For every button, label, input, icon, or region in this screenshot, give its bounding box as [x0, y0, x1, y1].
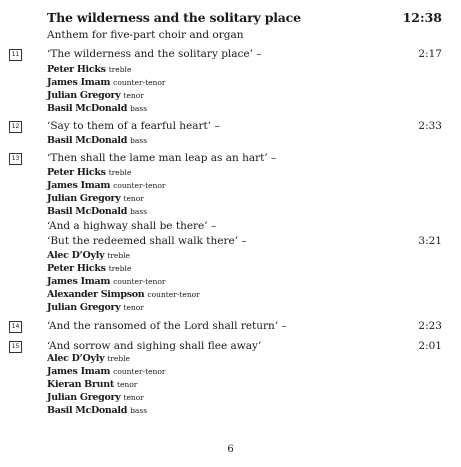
performer-name: Basil McDonald [47, 103, 128, 114]
work-title: The wilderness and the solitary place [47, 10, 301, 25]
track-duration: 3:21 [418, 235, 442, 247]
track-number-box: 15 [9, 341, 22, 353]
performer [47, 366, 165, 377]
performer [47, 90, 144, 101]
track-heading: ‘And sorrow and sighing shall flee away’ [47, 340, 262, 352]
work-duration: 12:38 [402, 10, 442, 25]
performer-voice: bass [130, 136, 148, 145]
performer-name: Julian Gregory [47, 302, 121, 313]
performer-voice: treble [108, 264, 132, 273]
track-number-box: 13 [9, 153, 22, 165]
track-heading: ‘And the ransomed of the Lord shall return’ – [47, 320, 287, 332]
track-heading: ‘Say to them of a fearful heart’ – [47, 120, 220, 132]
performer [47, 353, 130, 364]
performer-name: Basil McDonald [47, 405, 128, 416]
performer-name: James Imam [47, 276, 111, 287]
performer [47, 250, 130, 261]
performer-name: Basil McDonald [47, 206, 128, 217]
performer [47, 135, 147, 146]
performer-name: Kieran Brunt [47, 379, 114, 390]
track-heading: ‘The wilderness and the solitary place’ – [47, 48, 262, 60]
performer [47, 64, 131, 75]
performer-voice: tenor [116, 380, 138, 389]
track-duration: 2:33 [418, 120, 442, 132]
track-heading: ‘And a highway shall be there’ – [47, 220, 217, 232]
performer-name: Alexander Simpson [47, 289, 145, 300]
performer-name: James Imam [47, 77, 111, 88]
performer-voice: counter-tenor [113, 367, 166, 376]
performer-voice: bass [130, 406, 148, 415]
track-number-box: 14 [9, 321, 22, 333]
performer-voice: counter-tenor [113, 277, 166, 286]
performer-name: Julian Gregory [47, 90, 121, 101]
performer-voice: treble [108, 168, 132, 177]
performer [47, 167, 131, 178]
performer [47, 180, 165, 191]
performer [47, 263, 131, 274]
performer [47, 193, 144, 204]
performer-voice: bass [130, 104, 148, 113]
performer-voice: tenor [123, 194, 144, 203]
performer [47, 392, 144, 403]
performer-name: Basil McDonald [47, 135, 128, 146]
performer-name: James Imam [47, 366, 111, 377]
performer-voice: tenor [123, 393, 144, 402]
track-heading: ‘Then shall the lame man leap as an hart’ – [47, 152, 277, 164]
performer [47, 103, 147, 114]
performer-name: Alec D’Oyly [47, 353, 105, 364]
performer-name: James Imam [47, 180, 111, 191]
performer [47, 379, 137, 390]
performer-voice: treble [108, 65, 132, 74]
track-duration: 2:01 [418, 340, 442, 352]
performer [47, 77, 165, 88]
track-duration: 2:17 [418, 48, 442, 60]
performer-name: Peter Hicks [47, 263, 106, 274]
performer [47, 405, 147, 416]
performer [47, 289, 200, 300]
performer [47, 276, 165, 287]
performer-name: Julian Gregory [47, 193, 121, 204]
performer [47, 302, 144, 313]
track-duration: 2:23 [418, 320, 442, 332]
performer-name: Julian Gregory [47, 392, 121, 403]
track-number-box: 12 [9, 121, 22, 133]
performer-name: Peter Hicks [47, 64, 106, 75]
performer-voice: counter-tenor [113, 78, 166, 87]
performer [47, 206, 147, 217]
performer-voice: treble [107, 251, 130, 260]
performer-name: Peter Hicks [47, 167, 106, 178]
work-subtitle: Anthem for five-part choir and organ [47, 29, 244, 41]
performer-voice: counter-tenor [113, 181, 166, 190]
performer-voice: bass [130, 207, 148, 216]
performer-voice: tenor [123, 91, 144, 100]
track-number-box: 11 [9, 49, 22, 61]
track-heading: ‘But the redeemed shall walk there’ – [47, 235, 247, 247]
performer-name: Alec D’Oyly [47, 250, 105, 261]
page-number: 6 [227, 444, 234, 455]
performer-voice: counter-tenor [147, 290, 200, 299]
performer-voice: tenor [123, 303, 144, 312]
performer-voice: treble [107, 354, 130, 363]
